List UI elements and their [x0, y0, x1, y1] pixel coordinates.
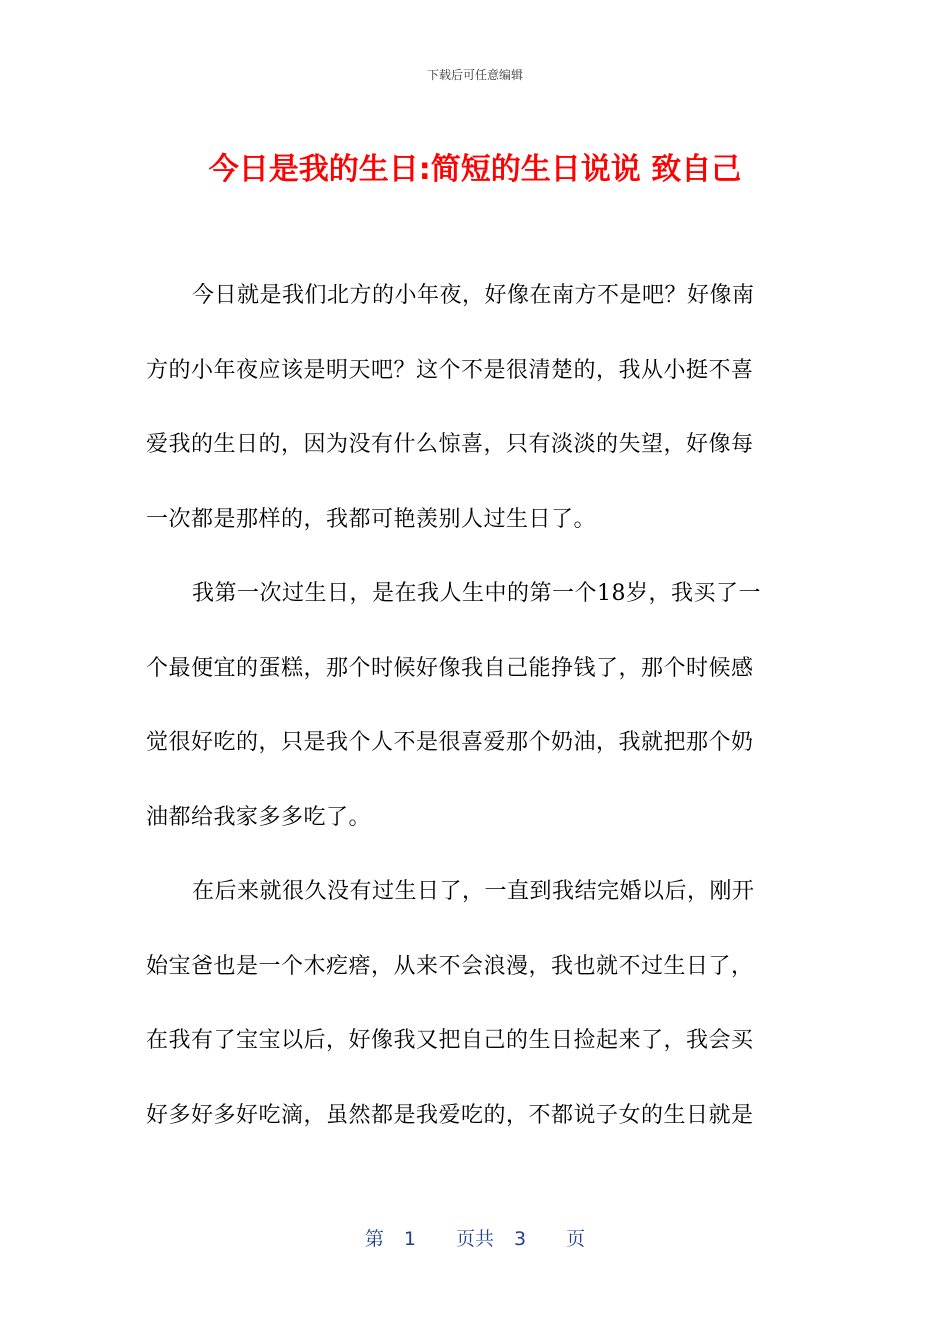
text-line: 在后来就很久没有过生日了，一直到我结完婚以后，刚开: [192, 879, 755, 904]
document-body: [146, 272, 806, 1166]
text-line: 我第一次过生日，是在我人生中的第一个18岁，我买了一: [192, 581, 761, 606]
text-line: 好多好多好吃滴，虽然都是我爱吃的，不都说子女的生日就是: [146, 1102, 754, 1128]
text-line: 个最便宜的蛋糕，那个时候好像我自己能挣钱了，那个时候感: [146, 655, 754, 681]
header-note: 下载后可任意编辑: [426, 68, 523, 82]
document-title: 今日是我的生日:简短的生日说说 致自己: [208, 152, 742, 187]
text-line: 觉很好吃的，只是我个人不是很喜爱那个奶油，我就把那个奶: [146, 730, 754, 755]
text-line: 在我有了宝宝以后，好像我又把自己的生日捡起来了，我会买: [146, 1028, 754, 1053]
page-label-prefix: 第: [364, 1228, 384, 1250]
text-line: 油都给我家多多吃了。: [146, 804, 372, 830]
text-line: 方的小年夜应该是明天吧？这个不是很清楚的，我从小挺不喜: [146, 357, 754, 383]
page-label-mid: 页共: [455, 1228, 494, 1250]
text-line: 爱我的生日的，因为没有什么惊喜，只有淡淡的失望，好像每: [146, 432, 754, 457]
page-current: 1: [403, 1228, 416, 1250]
text-line: 今日就是我们北方的小年夜，好像在南方不是吧？好像南: [192, 283, 755, 308]
text-line: 一次都是那样的，我都可艳羡别人过生日了。: [146, 506, 597, 532]
page-footer: [0, 1224, 950, 1251]
page-label-suffix: 页: [566, 1228, 586, 1250]
page-total: 3: [514, 1228, 527, 1250]
text-line: 始宝爸也是一个木疙瘩，从来不会浪漫，我也就不过生日了，: [146, 953, 754, 979]
